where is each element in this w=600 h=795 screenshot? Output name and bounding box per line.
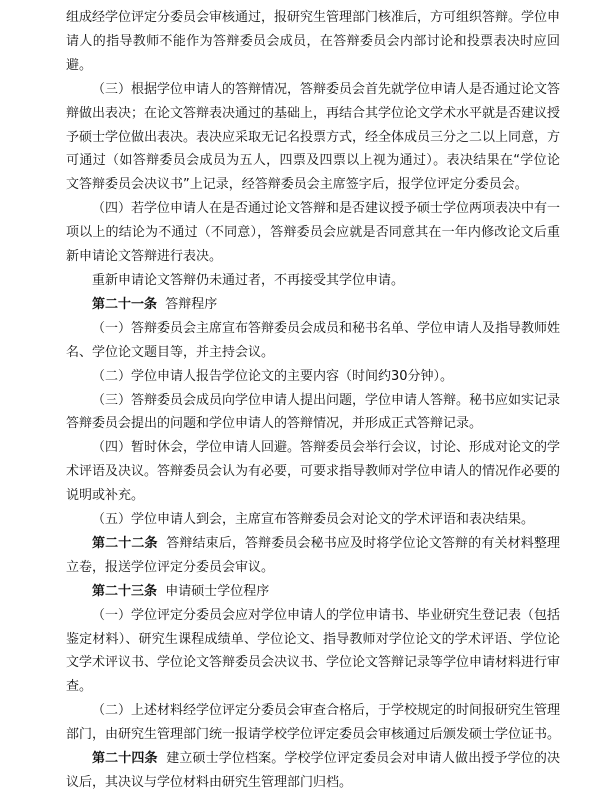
article-23-heading [66, 580, 560, 604]
paragraph-failed-vote: （四）若学位申请人在是否通过论文答辩和是否建议授予硕士学位两项表决中有一项以上的结论为不通过（不同意），答辩委员会应就是否同意其在一年内修改论文后重新申请论文答辩进行表决。 [66, 201, 561, 265]
article-21-item-1: （一）答辩委员会主席宣布答辩委员会成员和秘书名单、学位申请人及指导教师姓名、学位论文题目等，并主持会议。 [66, 320, 561, 360]
article-21-item-2: （二）学位申请人报告学位论文的主要内容（时间约30分钟）。 [92, 368, 454, 384]
article-number: 第二十二条 [92, 535, 158, 551]
article-23-item-2: （二）上述材料经学位评定分委员会审查合格后，于学校规定的时间报研究生管理部门，由研究生管理部门统一报请学校学位评定委员会审核通过后颁发硕士学位证书。 [66, 703, 561, 743]
article-24 [66, 747, 560, 795]
article-text: 建立硕士学位档案。学校学位评定委员会对申请人做出授予学位的决议后，其决议与学位材料由研究生管理部门归档。 [66, 751, 560, 790]
article-21-item-3: （三）答辩委员会成员向学位申请人提出问题，学位申请人答辩。秘书应如实记录答辩委员会提出的问题和学位申请人的答辩情况，并形成正式答辩记录。 [66, 392, 561, 432]
article-21-item-4: （四）暂时休会，学位申请人回避。答辩委员会举行会议，讨论、形成对论文的学术评语及决议。答辩委员会认为有必要，可要求指导教师对学位申请人的情况作必要的说明或补充。 [66, 440, 561, 504]
article-23-item-1: （一）学位评定分委员会应对学位申请人的学位申请书、毕业研究生登记表（包括鉴定材料）、研究生课程成绩单、学位论文、指导教师对学位论文的学术评语、学位论文学术评议书、学位论文答辩委员会决议书、学位论文答辩记录等学位申请材料进行审查。 [66, 607, 561, 695]
article-title: 答辩程序 [165, 296, 218, 312]
article-number: 第二十一条 [92, 296, 158, 312]
article-21-item-5: （五）学位申请人到会，主席宣布答辩委员会对论文的学术评语和表决结果。 [92, 512, 535, 528]
paragraph-reapply: 重新申请论文答辩仍未通过者，不再接受其学位申请。 [92, 272, 405, 288]
article-number: 第二十三条 [92, 583, 158, 599]
article-number: 第二十四条 [92, 751, 158, 767]
article-text: 答辩结束后，答辩委员会秘书应及时将学位论文答辩的有关材料整理立卷，报送学位评定分委员会审议。 [66, 535, 560, 575]
article-21-heading [66, 293, 560, 317]
article-title: 申请硕士学位程序 [165, 583, 270, 599]
article-22 [66, 532, 560, 580]
paragraph-vote-procedure: （三）根据学位申请人的答辩情况，答辩委员会首先就学位申请人是否通过论文答辩做出表决；在论文答辩表决通过的基础上，再结合其学位论文学术水平就是否建议授予硕士学位做出表决。表决应采取无记名投票方式，经全体成员三分之二以上同意，方可通过（如答辩委员会成员为五人，四票及四票以上视为通过）。表决结果在“学位论文答辩委员会决议书”上记录，经答辩委员会主席签字后，报学位评定分委员会。 [66, 81, 561, 193]
paragraph-continued: 组成经学位评定分委员会审核通过，报研究生管理部门核准后，方可组织答辩。学位申请人的指导教师不能作为答辩委员会成员，在答辩委员会内部讨论和投票表决时应回避。 [66, 10, 561, 73]
